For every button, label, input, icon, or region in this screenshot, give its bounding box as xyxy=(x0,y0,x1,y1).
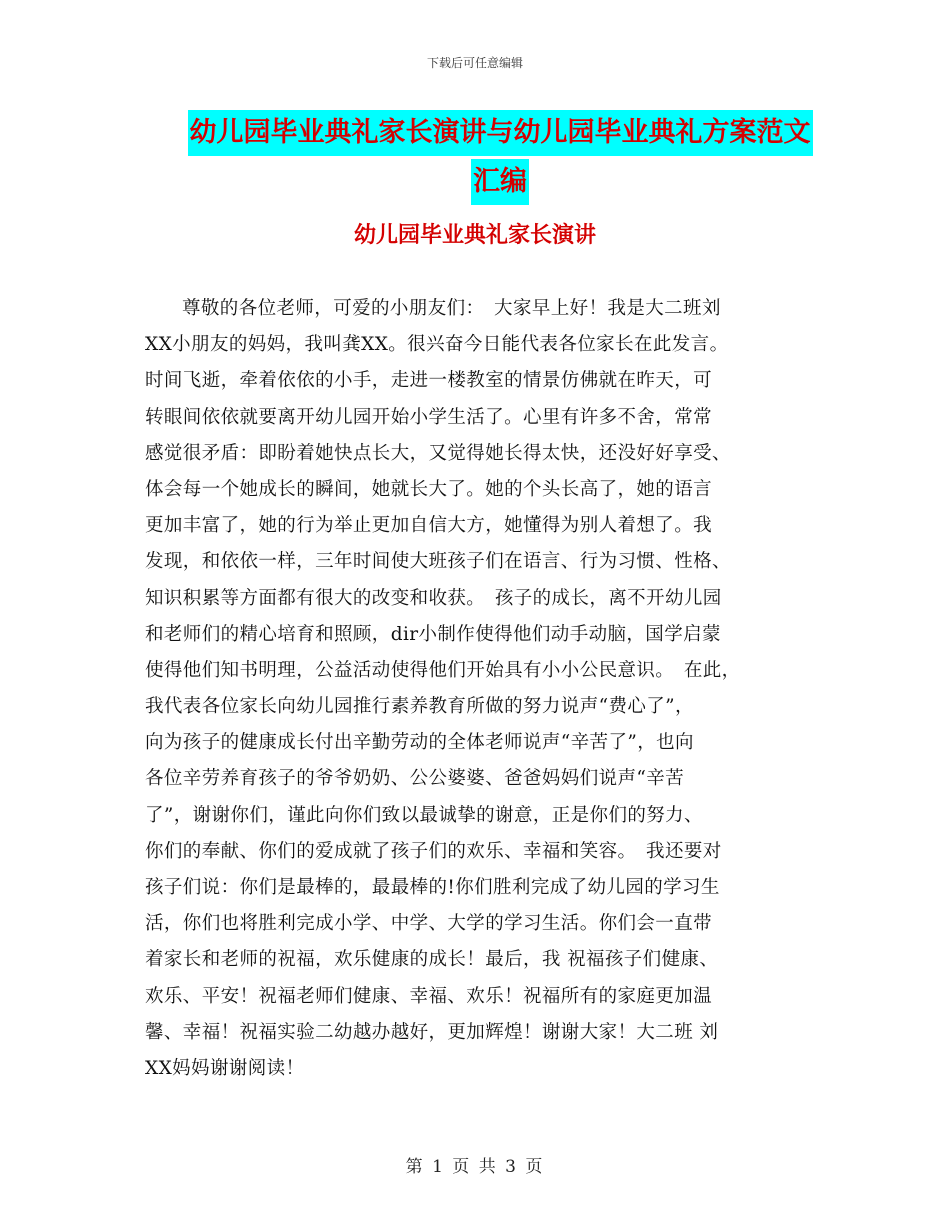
body-line: 你们的奉献、你们的爱成就了孩子们的欢乐、幸福和笑容。 我还要对 xyxy=(145,840,722,862)
body-line: 孩子们说：你们是最棒的，最最棒的!你们胜利完成了幼儿园的学习生 xyxy=(145,877,720,898)
body-line: 活，你们也将胜利完成小学、中学、大学的学习生活。你们会一直带 xyxy=(145,913,713,935)
body-line: 使得他们知书明理，公益活动使得他们开始具有小小公民意识。 在此， xyxy=(145,659,741,681)
body-line: XX妈妈谢谢阅读！ xyxy=(145,1057,305,1079)
body-line: 体会每一个她成长的瞬间，她就长大了。她的个头长高了，她的语言 xyxy=(145,478,713,500)
body-line: 向为孩子的健康成长付出辛勤劳动的全体老师说声“辛苦了”，也向 xyxy=(145,732,694,754)
title-line-2: 汇编 xyxy=(471,159,529,205)
header-note: 下载后可任意编辑 xyxy=(426,56,523,70)
body-line: 尊敬的各位老师，可爱的小朋友们： 大家早上好！我是大二班刘 xyxy=(182,298,721,319)
body-line: 和老师们的精心培育和照顾，dir小制作使得他们动手动脑，国学启蒙 xyxy=(145,623,721,645)
body-line: 馨、幸福！祝福实验二幼越办越好，更加辉煌！谢谢大家！大二班 刘 xyxy=(145,1021,719,1043)
page-number-footer: 第 1 页 共 3 页 xyxy=(405,1157,545,1177)
body-line: 欢乐、平安！祝福老师们健康、幸福、欢乐！祝福所有的家庭更加温 xyxy=(145,985,713,1007)
title-line-1: 幼儿园毕业典礼家长演讲与幼儿园毕业典礼方案范文 xyxy=(188,110,813,156)
body-line: 发现，和依依一样，三年时间使大班孩子们在语言、行为习惯、性格、 xyxy=(145,551,731,573)
body-line: 时间飞逝，牵着依依的小手，走进一楼教室的情景仿佛就在昨天，可 xyxy=(145,370,713,392)
speech-body xyxy=(145,291,825,1087)
body-line: XX小朋友的妈妈，我叫龚XX。很兴奋今日能代表各位家长在此发言。 xyxy=(145,334,729,356)
body-line: 转眼间依依就要离开幼儿园开始小学生活了。心里有许多不舍，常常 xyxy=(145,406,713,428)
body-line: 更加丰富了，她的行为举止更加自信大方，她懂得为别人着想了。我 xyxy=(145,515,713,537)
document-title xyxy=(150,110,850,208)
body-line: 感觉很矛盾：即盼着她快点长大，又觉得她长得太快，还没好好享受、 xyxy=(145,442,731,464)
body-line: 知识积累等方面都有很大的改变和收获。 孩子的成长，离不开幼儿园 xyxy=(145,587,722,609)
body-line: 了”，谢谢你们，谨此向你们致以最诚挚的谢意，正是你们的努力、 xyxy=(145,804,703,826)
body-line: 各位辛劳养育孩子的爷爷奶奶、公公婆婆、爸爸妈妈们说声“辛苦 xyxy=(145,768,685,790)
section-title: 幼儿园毕业典礼家长演讲 xyxy=(353,223,596,248)
body-line: 着家长和老师的祝福，欢乐健康的成长！最后，我 祝福孩子们健康、 xyxy=(145,949,719,971)
body-line: 我代表各位家长向幼儿园推行素养教育所做的努力说声“费心了”， xyxy=(145,696,694,718)
